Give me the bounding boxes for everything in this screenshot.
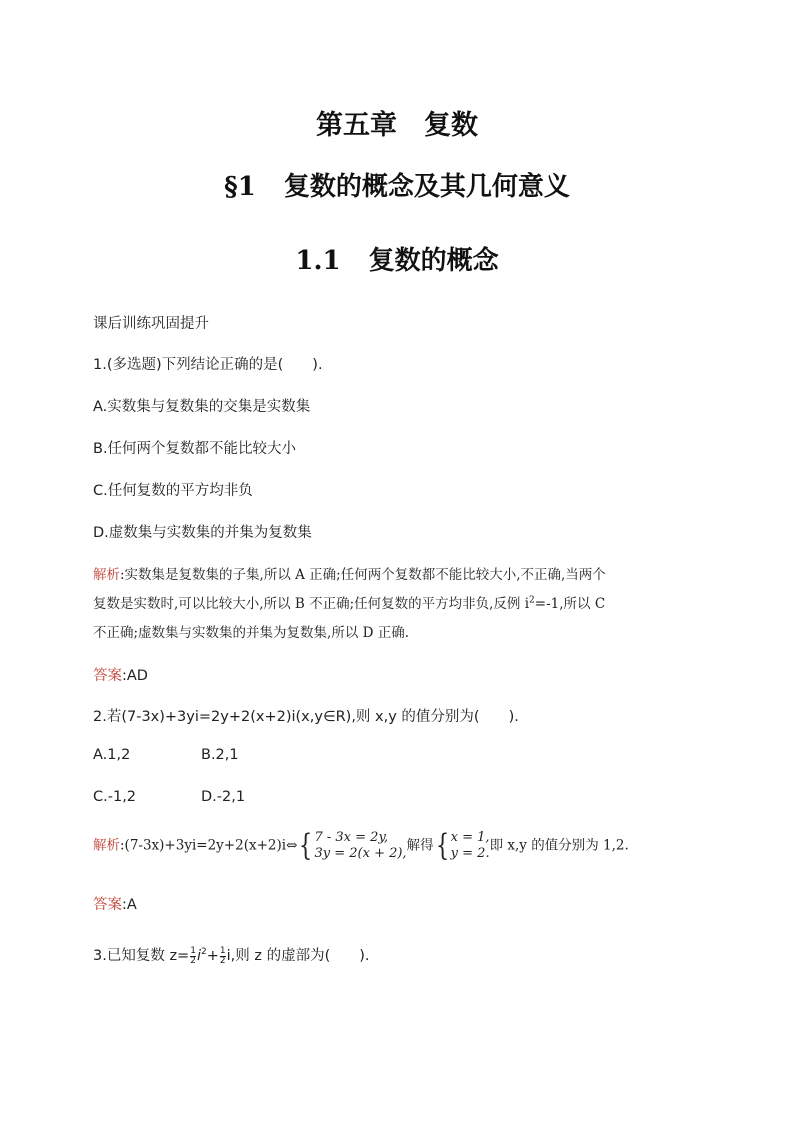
analysis-label: 解析 bbox=[93, 567, 120, 583]
question-2-stem: 2.若(7-3x)+3yi=2y+2(x+2)i(x,y∈R),则 x,y 的值分别为( ). bbox=[93, 709, 519, 725]
answer-label: 答案 bbox=[93, 668, 122, 684]
question-2-option-a: A.1,2 bbox=[93, 747, 131, 763]
fraction-one-half: $\frac{1}{2}$ bbox=[219, 945, 226, 966]
fraction-one-half: $\frac{1}{2}$ bbox=[190, 945, 196, 966]
question-3-stem-end: i,则 z 的虚部为( ). bbox=[226, 948, 370, 964]
question-2-option-b: B.2,1 bbox=[201, 747, 239, 763]
analysis-text: :实数集是复数集的子集,所以 A 正确;任何两个复数都不能比较大小,不正确,当两个 bbox=[120, 567, 606, 583]
section-name: 复数的概念及其几何意义 bbox=[283, 172, 570, 202]
subsection-title bbox=[0, 240, 794, 277]
section-number: §1 bbox=[224, 172, 256, 202]
question-1-analysis-line-2 bbox=[93, 592, 605, 612]
question-1-stem: 1.(多选题)下列结论正确的是( ). bbox=[93, 357, 323, 373]
answer-value: :A bbox=[122, 897, 137, 913]
equation-system-2: x = 1, y = 2. bbox=[450, 830, 490, 861]
analysis-text: 复数是实数时,可以比较大小,所以 B 不正确;任何复数的平方均非负,反例 i bbox=[93, 596, 530, 612]
left-brace-icon: { bbox=[299, 828, 313, 863]
solve-word: 解得 bbox=[406, 837, 434, 854]
question-1-option-b: B.任何两个复数都不能比较大小 bbox=[93, 441, 297, 457]
equation-system-1: 7 - 3x = 2y, 3y = 2(x + 2), bbox=[314, 830, 407, 861]
answer-label: 答案 bbox=[93, 897, 122, 913]
analysis-lead: :(7-3x)+3yi=2y+2(x+2)i⇔ bbox=[120, 837, 298, 854]
chapter-title: 第五章 复数 bbox=[316, 110, 478, 141]
question-2-options-row-2 bbox=[93, 789, 245, 805]
question-2-options-row-1 bbox=[93, 747, 239, 763]
practice-heading: 课后训练巩固提升 bbox=[93, 316, 209, 332]
question-1-option-a: A.实数集与复数集的交集是实数集 bbox=[93, 399, 311, 415]
answer-value: :AD bbox=[122, 668, 148, 684]
analysis-label: 解析 bbox=[93, 837, 120, 854]
question-2-option-c: C.-1,2 bbox=[93, 789, 137, 805]
question-2-analysis bbox=[93, 830, 629, 862]
question-1-analysis-line-1 bbox=[93, 563, 606, 583]
question-1-option-d: D.虚数集与实数集的并集为复数集 bbox=[93, 525, 312, 541]
question-1-analysis-line-3: 不正确;虚数集与实数集的并集为复数集,所以 D 正确. bbox=[93, 625, 410, 641]
left-brace-icon: { bbox=[435, 828, 449, 863]
subsection-name: 复数的概念 bbox=[368, 246, 499, 276]
question-3-stem: 3.已知复数 z= $\frac{1}{2}$ $i^2+$ $\frac{1}{2}$ i,则 z 的虚部为( ). bbox=[93, 945, 370, 966]
question-2-option-d: D.-2,1 bbox=[201, 789, 246, 805]
analysis-superscript: 2 bbox=[529, 595, 535, 606]
question-3-stem-start: 3.已知复数 z= bbox=[93, 948, 190, 964]
analysis-text: =-1,所以 C bbox=[534, 596, 606, 612]
question-1-option-c: C.任何复数的平方均非负 bbox=[93, 483, 253, 499]
section-title bbox=[0, 166, 794, 203]
analysis-tail: 即 x,y 的值分别为 1,2. bbox=[489, 837, 629, 854]
question-2-answer bbox=[93, 893, 137, 914]
subsection-number: 1.1 bbox=[295, 246, 341, 276]
question-1-answer bbox=[93, 664, 148, 685]
